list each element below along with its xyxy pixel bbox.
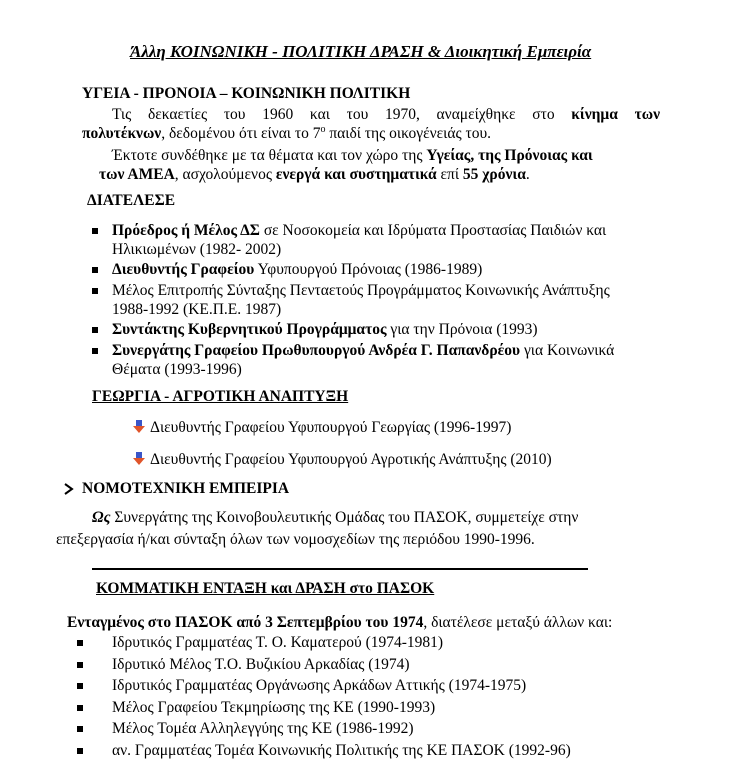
served-item: Συντάκτης Κυβερνητικού Προγράμματος για την Πρόνοια (1993) [112,321,538,338]
arrow-bullet-icon [63,483,75,495]
served-item-continuation: 1988-1992 (ΚΕ.Π.Ε. 1987) [112,301,282,318]
bullet-square-icon [92,348,98,354]
served-item-continuation: Ηλικιωμένων (1982- 2002) [112,241,282,258]
bullet-square-icon [92,267,98,273]
party-intro: Ενταγμένος στο ΠΑΣΟΚ από 3 Σεπτεμβρίου του 1974, διατέλεσε μεταξύ άλλων και: [67,614,613,631]
bullet-square-icon [77,640,83,646]
agri-heading: ΓΕΩΡΓΙΑ - ΑΓΡΟΤΙΚΗ ΑΝΑΠΤΥΞΗ [92,388,349,405]
pushpin-icon [132,452,146,466]
agri-item: Διευθυντής Γραφείου Υφυπουργού Γεωργίας (1996-1997) [150,419,512,436]
health-paragraph-1-line-1: Τις δεκαετίες του 1960 και του 1970, αναμείχθηκε στο κίνημα των [112,106,660,123]
divider [92,568,588,570]
party-item: Μέλος Τομέα Αλληλεγγύης της ΚΕ (1986-1992) [112,720,414,737]
party-item: Ιδρυτικό Μέλος Τ.Ο. Βυζικίου Αρκαδίας (1974) [112,655,410,673]
bullet-square-icon [92,288,98,294]
law-paragraph-line-2: επεξεργασία ή/και σύνταξη όλων των νομοσχεδίων της περιόδου 1990-1996. [56,531,535,548]
bullet-square-icon [77,705,83,711]
law-heading: ΝΟΜΟΤΕΧΝΙΚΗ ΕΜΠΕΙΡΙΑ [82,480,290,497]
served-item: Διευθυντής Γραφείου Υφυπουργού Πρόνοιας (1986-1989) [112,261,483,278]
bullet-square-icon [77,662,83,668]
health-heading: ΥΓΕΙΑ - ΠΡΟΝΟΙΑ – ΚΟΙΝΩΝΙΚΗ ΠΟΛΙΤΙΚΗ [82,85,411,102]
bullet-square-icon [77,683,83,689]
party-item: Μέλος Γραφείου Τεκμηρίωσης της ΚΕ (1990-1993) [112,698,436,716]
page-title: Άλλη ΚΟΙΝΩΝΙΚΗ - ΠΟΛΙΤΙΚΗ ΔΡΑΣΗ & Διοικητική Εμπειρία [130,42,592,61]
health-paragraph-2-line-2: των ΑΜΕΑ, ασχολούμενος ενεργά και συστηματικά επί 55 χρόνια. [99,166,530,183]
served-item: Συνεργάτης Γραφείου Πρωθυπουργού Ανδρέα Γ. Παπανδρέου για Κοινωνικά [112,342,615,359]
pushpin-icon [132,420,146,434]
law-paragraph-line-1: Ως Συνεργάτης της Κοινοβουλευτικής Ομάδας του ΠΑΣΟΚ, συμμετείχε στην [92,509,579,526]
bullet-square-icon [92,228,98,234]
agri-item: Διευθυντής Γραφείου Υφυπουργού Αγροτικής Ανάπτυξης (2010) [150,451,552,468]
bullet-square-icon [77,748,83,754]
health-paragraph-1-line-2: πολυτέκνων, δεδομένου ότι είναι το $7^o$ παιδί της οικογένειάς του. [82,123,492,142]
served-heading: ΔΙΑΤΕΛΕΣΕ [87,192,176,209]
bullet-square-icon [77,726,83,732]
party-item: Ιδρυτικός Γραμματέας Οργάνωσης Αρκάδων Αττικής (1974-1975) [112,677,527,694]
party-item: Ιδρυτικός Γραμματέας Τ. Ο. Καματερού (1974-1981) [112,634,444,651]
served-item: Μέλος Επιτροπής Σύνταξης Πενταετούς Προγράμματος Κοινωνικής Ανάπτυξης [112,282,610,299]
party-item: αν. Γραμματέας Τομέα Κοινωνικής Πολιτικής της ΚΕ ΠΑΣΟΚ (1992-96) [112,741,571,759]
served-item: Πρόεδρος ή Μέλος ΔΣ σε Νοσοκομεία και Ιδρύματα Προστασίας Παιδιών και [112,222,607,239]
party-heading: ΚΟΜΜΑΤΙΚΗ ΕΝΤΑΞΗ και ΔΡΑΣΗ στο ΠΑΣΟΚ [96,580,435,597]
served-item-continuation: Θέματα (1993-1996) [112,361,242,378]
health-paragraph-2-line-1: Έκτοτε συνδέθηκε με τα θέματα και τον χώρο της Υγείας, της Πρόνοιας και [112,147,593,164]
bullet-square-icon [92,327,98,333]
